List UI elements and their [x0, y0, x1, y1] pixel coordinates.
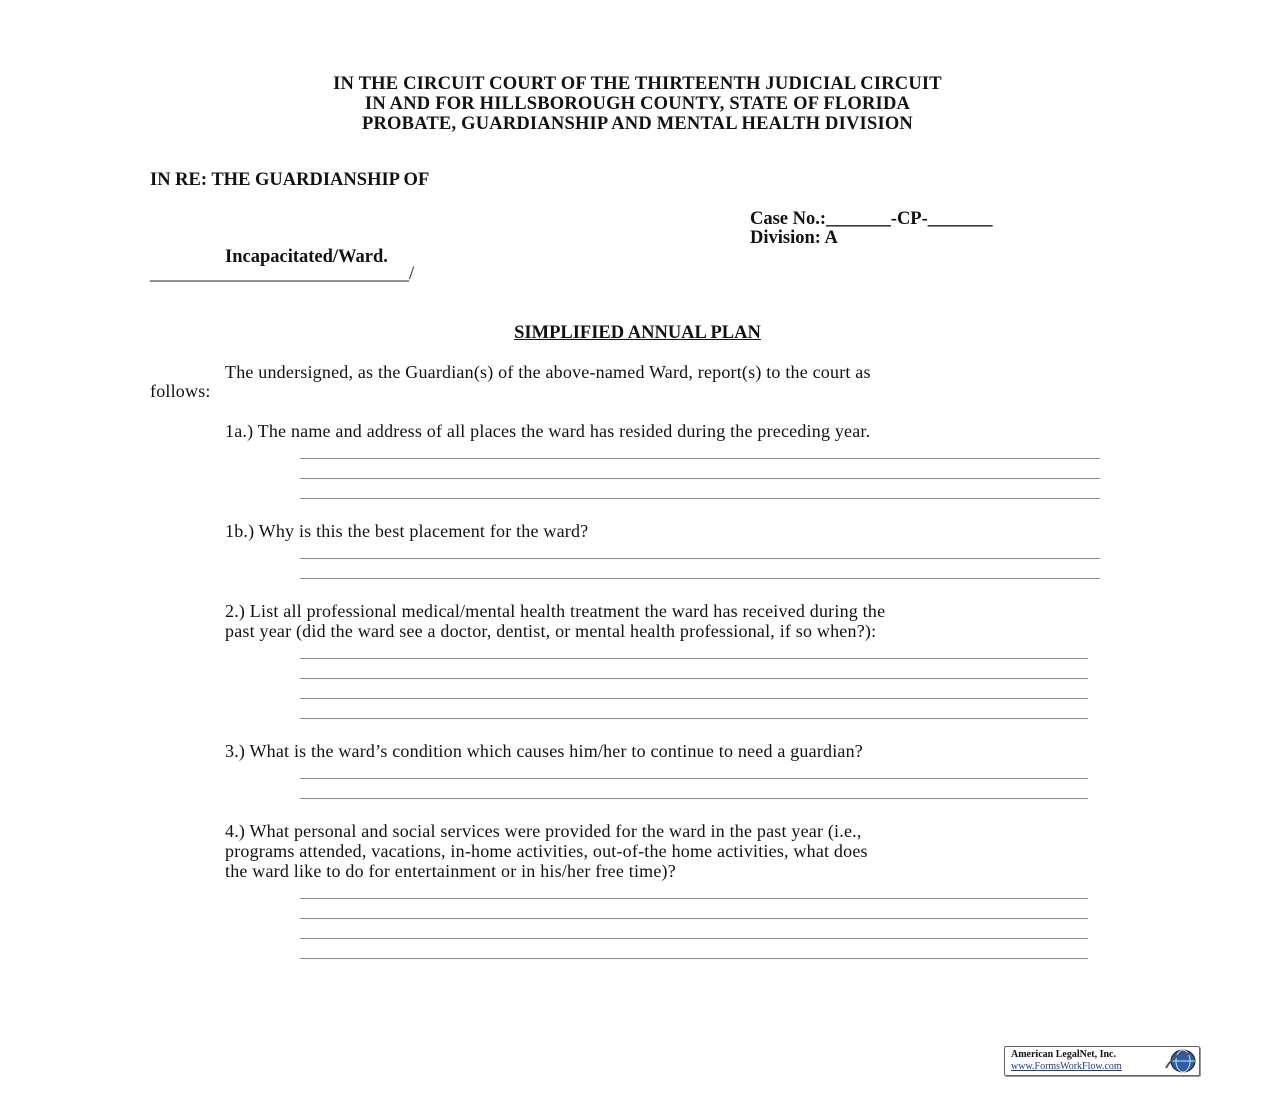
logo-company-name: American LegalNet, Inc.	[1011, 1049, 1116, 1060]
question-1b: 1b.) Why is this the best placement for the ward?	[225, 521, 589, 541]
case-number-field: Case No.:_______-CP-_______	[750, 209, 993, 229]
question-4-line-2: programs attended, vacations, in-home activities, out-of-the home activities, what does	[225, 841, 868, 861]
intro-line-1: The undersigned, as the Guardian(s) of the above-named Ward, report(s) to the court as	[225, 362, 871, 382]
answer-line[interactable]	[300, 658, 1088, 659]
court-header	[0, 74, 1275, 134]
american-legalnet-logo[interactable]	[1004, 1046, 1200, 1076]
intro-line-2: follows:	[150, 381, 211, 401]
question-3: 3.) What is the ward’s condition which causes him/her to continue to need a guardian?	[225, 741, 863, 761]
answer-line[interactable]	[300, 678, 1088, 679]
document-title-text: SIMPLIFIED ANNUAL PLAN	[514, 323, 761, 343]
logo-website-link[interactable]: www.FormsWorkFlow.com	[1011, 1061, 1122, 1072]
question-4-line-3: the ward like to do for entertainment or in his/her free time)?	[225, 861, 676, 881]
ward-name-signature-line: ____________________________/	[150, 264, 415, 284]
answer-line[interactable]	[300, 458, 1100, 459]
answer-line[interactable]	[300, 498, 1100, 499]
answer-line[interactable]	[300, 718, 1088, 719]
division-label: Division: A	[750, 228, 838, 248]
answer-line[interactable]	[300, 778, 1088, 779]
globe-icon	[1163, 1048, 1197, 1074]
question-4-line-1: 4.) What personal and social services were provided for the ward in the past year (i.e.,	[225, 821, 862, 841]
question-2-line-2: past year (did the ward see a doctor, dentist, or mental health professional, if so when?):	[225, 621, 877, 641]
question-1a: 1a.) The name and address of all places the ward has resided during the preceding year.	[225, 421, 871, 441]
court-header-line-3: PROBATE, GUARDIANSHIP AND MENTAL HEALTH DIVISION	[362, 114, 913, 134]
answer-line[interactable]	[300, 918, 1088, 919]
answer-line[interactable]	[300, 558, 1100, 559]
answer-line[interactable]	[300, 798, 1088, 799]
answer-line[interactable]	[300, 898, 1088, 899]
court-header-line-2: IN AND FOR HILLSBOROUGH COUNTY, STATE OF FLORIDA	[364, 94, 911, 114]
question-2-line-1: 2.) List all professional medical/mental health treatment the ward has received during the	[225, 601, 886, 621]
incapacitated-ward-label: Incapacitated/Ward.	[225, 247, 388, 267]
answer-line[interactable]	[300, 578, 1100, 579]
answer-line[interactable]	[300, 478, 1100, 479]
in-re-heading: IN RE: THE GUARDIANSHIP OF	[150, 170, 430, 190]
document-title	[0, 323, 1275, 344]
answer-line[interactable]	[300, 958, 1088, 959]
court-header-line-1: IN THE CIRCUIT COURT OF THE THIRTEENTH JUDICIAL CIRCUIT	[333, 74, 942, 94]
answer-line[interactable]	[300, 938, 1088, 939]
answer-line[interactable]	[300, 698, 1088, 699]
